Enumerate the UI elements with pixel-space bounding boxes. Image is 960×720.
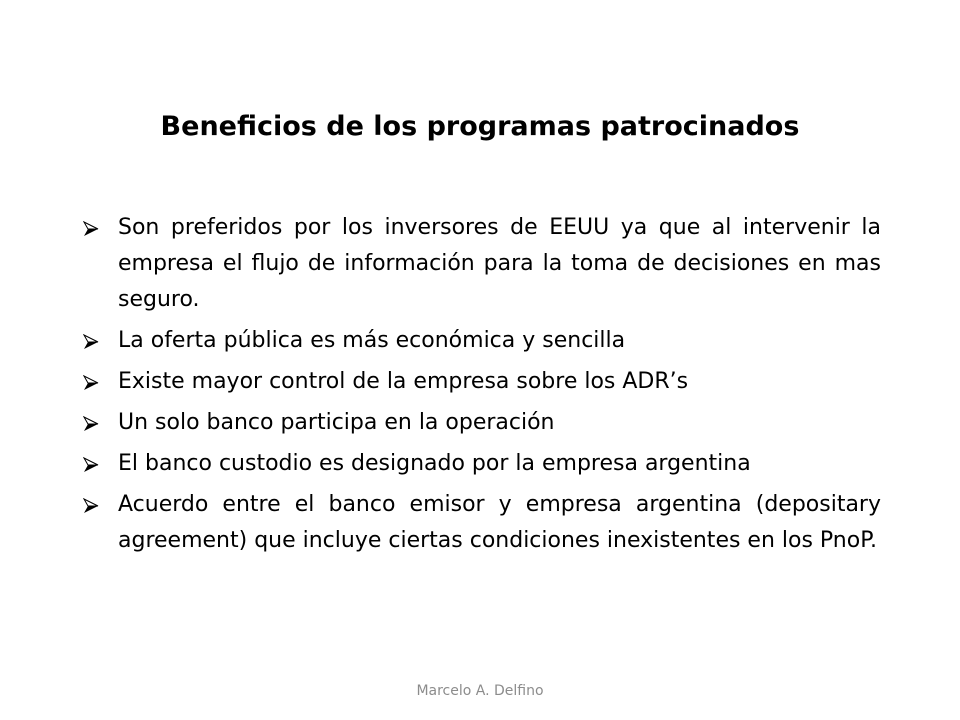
bullet-item xyxy=(83,487,881,559)
bullet-text: La oferta pública es más económica y sencilla xyxy=(118,328,626,353)
bullet-item xyxy=(83,405,881,441)
arrowhead-bullet-icon xyxy=(83,498,99,514)
arrowhead-bullet-icon xyxy=(83,221,99,237)
arrowhead-bullet-icon xyxy=(83,334,99,350)
slide-title: Beneficios de los programas patrocinados xyxy=(160,111,800,142)
bullet-text: Un solo banco participa en la operación xyxy=(118,410,555,435)
arrowhead-bullet-icon xyxy=(83,416,99,432)
bullet-text: Existe mayor control de la empresa sobre los ADR’s xyxy=(118,369,689,394)
footer-author: Marcelo A. Delfino xyxy=(416,683,544,699)
arrowhead-bullet-icon xyxy=(83,375,99,391)
bullet-text: El banco custodio es designado por la empresa argentina xyxy=(118,451,751,476)
bullet-item xyxy=(83,210,881,318)
bullet-item xyxy=(83,364,881,400)
bullet-item xyxy=(83,323,881,359)
bullet-list xyxy=(83,210,881,564)
bullet-text: Son preferidos por los inversores de EEUU ya que al intervenir la empresa el flujo de información para la toma de decisiones en mas seguro. xyxy=(118,215,881,312)
bullet-text: Acuerdo entre el banco emisor y empresa argentina (depositary agreement) que incluye ciertas condiciones inexistentes en los PnoP. xyxy=(118,492,881,553)
bullet-item xyxy=(83,446,881,482)
arrowhead-bullet-icon xyxy=(83,457,99,473)
